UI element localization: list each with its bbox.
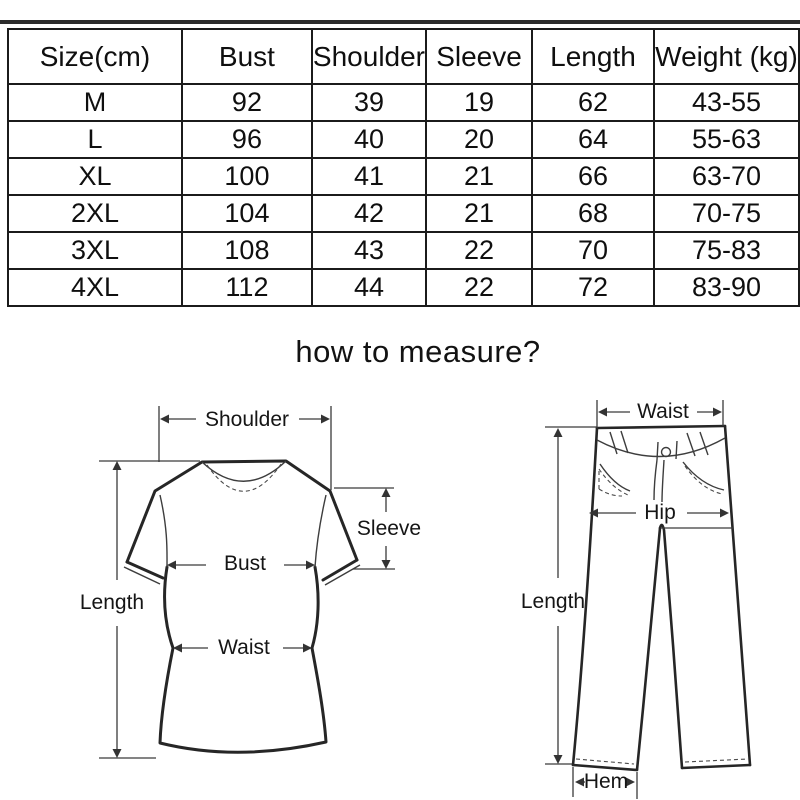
table-cell: 62 [532,84,654,121]
pocket-right [683,462,724,490]
table-cell: 42 [312,195,426,232]
table-cell: M [8,84,182,121]
table-cell: 22 [426,269,532,306]
table-cell: 70 [532,232,654,269]
table-cell: 21 [426,158,532,195]
table-row [8,158,799,195]
table-cell: 20 [426,121,532,158]
table-cell: 104 [182,195,312,232]
table-cell: 72 [532,269,654,306]
hip-dimension [589,501,729,524]
measure-diagram [0,380,800,800]
shirt-length-dimension [80,461,200,758]
column-header-weight: Weight (kg) [654,29,799,84]
table-cell: 4XL [8,269,182,306]
table-cell: 83-90 [654,269,799,306]
pants-diagram [521,400,750,799]
pants-waist-dimension [597,400,723,428]
shirt-waist-label: Waist [218,636,270,659]
column-header-sleeve: Sleeve [426,29,532,84]
pants-hem-stitch-right [685,759,748,762]
tshirt-sleeve-seam-left [160,495,167,567]
tshirt-sleeve-seam-right [315,495,326,567]
column-header-bust: Bust [182,29,312,84]
hem-dimension [573,767,637,799]
table-row [8,121,799,158]
pants-waist-line [597,426,725,428]
table-cell: 112 [182,269,312,306]
table-cell: 100 [182,158,312,195]
top-divider-bar [0,20,800,24]
pocket-left-stitch [599,469,628,496]
sleeve-label: Sleeve [356,517,422,540]
table-cell: 19 [426,84,532,121]
table-cell: 43-55 [654,84,799,121]
table-cell: L [8,121,182,158]
shoulder-label: Shoulder [204,408,290,431]
tshirt-diagram [80,406,421,758]
pants-hem-stitch-left [576,759,634,764]
table-cell: 41 [312,158,426,195]
table-cell: 70-75 [654,195,799,232]
pants-outline-right [725,426,750,765]
pants-waist-label: Waist [637,400,689,423]
table-cell: 55-63 [654,121,799,158]
table-cell: 43 [312,232,426,269]
table-cell: 75-83 [654,232,799,269]
pants-length-label: Length [520,590,586,613]
table-cell: 40 [312,121,426,158]
table-cell: 21 [426,195,532,232]
tshirt-cuff-left [127,562,163,578]
table-cell: 66 [532,158,654,195]
table-row [8,232,799,269]
belt-loop-left [610,431,628,454]
table-row [8,195,799,232]
tshirt-body-outline [160,567,326,752]
tshirt-neckline [202,461,286,481]
sleeve-dimension [334,488,421,569]
size-chart-table [7,28,800,307]
hip-label: Hip [644,501,676,524]
pants-hem-right [682,765,750,768]
shirt-waist-dimension [173,636,312,659]
table-row [8,269,799,306]
column-header-size: Size(cm) [8,29,182,84]
tshirt-neckline-stitch [207,464,281,491]
bust-dimension [167,552,315,575]
table-header-row [8,29,799,84]
pants-fly [654,460,664,502]
table-row [8,84,799,121]
table-cell: XL [8,158,182,195]
hem-label: Hem [583,770,629,793]
table-cell: 96 [182,121,312,158]
table-cell: 108 [182,232,312,269]
table-cell: 63-70 [654,158,799,195]
how-to-measure-heading: how to measure? [295,334,541,369]
table-cell: 22 [426,232,532,269]
table-cell: 64 [532,121,654,158]
bust-label: Bust [223,552,267,575]
pants-inseam-left [637,528,660,770]
size-chart-body [8,84,799,306]
button-icon [662,448,671,457]
table-cell: 92 [182,84,312,121]
table-cell: 68 [532,195,654,232]
column-header-shoulder: Shoulder [312,29,426,84]
shirt-length-label: Length [79,591,145,614]
table-cell: 2XL [8,195,182,232]
pants-inseam-right [660,525,682,768]
column-header-length: Length [532,29,654,84]
shoulder-dimension [159,406,331,490]
table-cell: 3XL [8,232,182,269]
table-cell: 44 [312,269,426,306]
table-cell: 39 [312,84,426,121]
